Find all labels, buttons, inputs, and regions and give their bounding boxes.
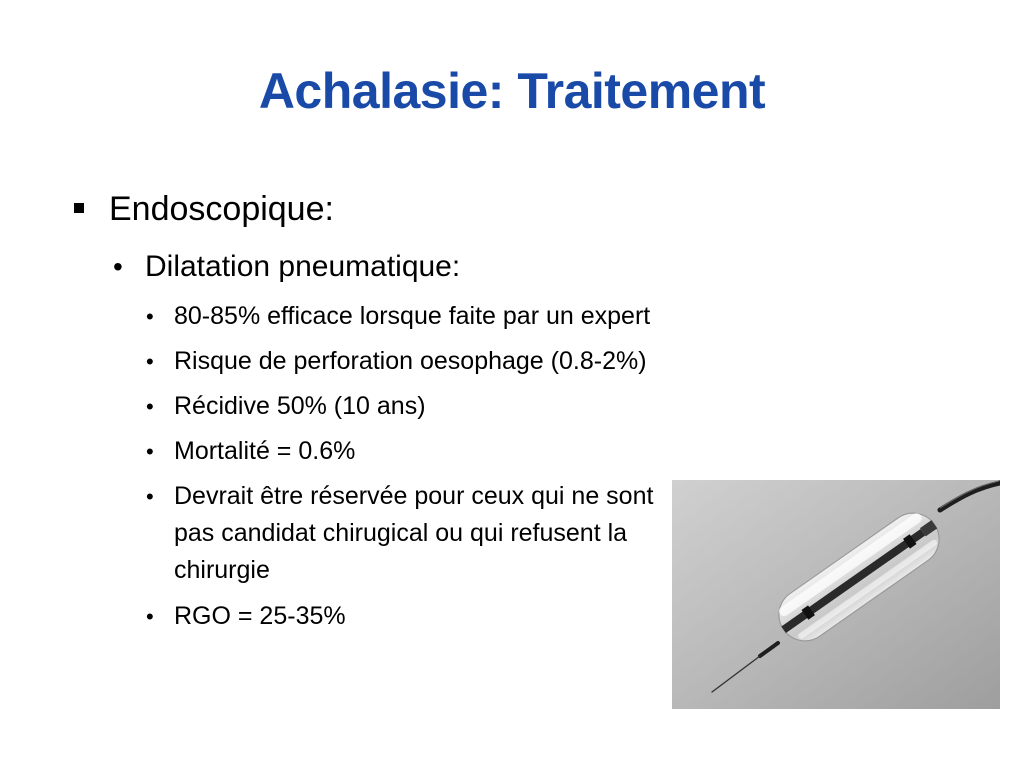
bullet-level3-text: RGO = 25-35% xyxy=(174,602,346,630)
bullet-level1 xyxy=(74,190,334,229)
bullet-level2 xyxy=(113,250,460,284)
bullet-level3-text: 80-85% efficace lorsque faite par un expert xyxy=(174,302,651,330)
bullet-level3-text: Récidive 50% (10 ans) xyxy=(174,392,426,420)
bullet-level3-item xyxy=(146,598,674,635)
bullet-dot-icon: • xyxy=(146,439,154,464)
bullet-level3-item xyxy=(146,343,674,380)
bullet-dot-icon: • xyxy=(146,304,154,329)
bullet-dot-icon: • xyxy=(146,604,154,629)
bullet-level3-text: Risque de perforation oesophage (0.8-2%) xyxy=(174,347,647,375)
bullet-level3-item xyxy=(146,388,674,425)
bullet-dot-icon: • xyxy=(146,349,154,374)
bullet-level1-text: Endoscopique: xyxy=(109,190,334,228)
bullet-dot-icon: • xyxy=(113,251,123,282)
bullet-level3-text: Mortalité = 0.6% xyxy=(174,437,356,465)
bullet-dot-icon: • xyxy=(146,484,154,509)
balloon-catheter-illustration xyxy=(672,480,1000,709)
bullet-level3-item xyxy=(146,478,674,589)
balloon-catheter-image xyxy=(672,480,1000,709)
bullet-level3-item xyxy=(146,433,674,470)
bullet-level3-item xyxy=(146,298,674,335)
bullet-level2-text: Dilatation pneumatique: xyxy=(145,250,461,283)
bullet-dot-icon: • xyxy=(146,394,154,419)
square-bullet-icon xyxy=(74,203,84,213)
slide-title: Achalasie: Traitement xyxy=(258,63,766,119)
bullet-level3-text: Devrait être réservée pour ceux qui ne sont pas candidat chirugical ou qui refusent la chirurgie xyxy=(174,482,654,584)
